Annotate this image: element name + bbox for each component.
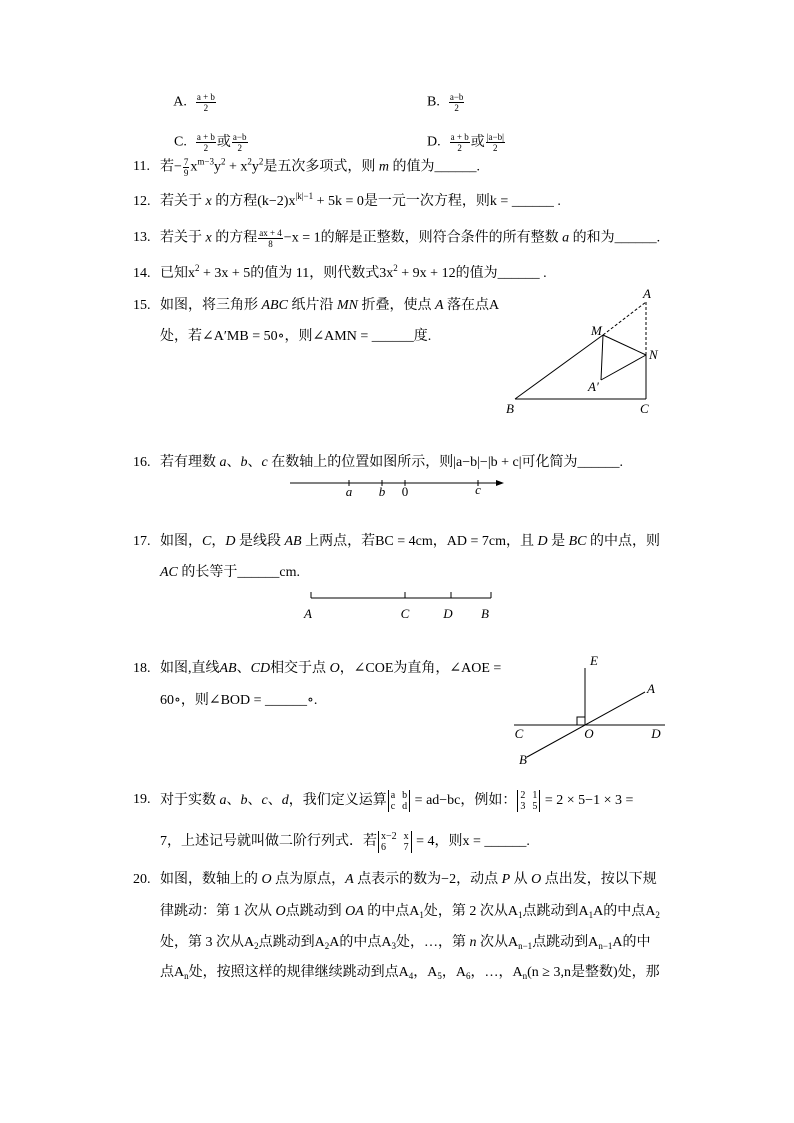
question-text-line xyxy=(160,933,651,953)
math-variable: AB xyxy=(284,534,302,549)
superscript: 2 xyxy=(393,263,398,273)
math-variable: a xyxy=(562,230,570,246)
text-run: 点跳动到 xyxy=(285,904,346,919)
question-text-line xyxy=(160,157,480,177)
text-run: = 4，则x = ______. xyxy=(412,834,530,850)
fraction-numerator: a + b xyxy=(450,132,469,142)
text-run: 如图，将三角形 xyxy=(160,298,262,313)
subscript: 2 xyxy=(655,910,660,920)
math-variable: AC xyxy=(160,565,178,580)
option-expression xyxy=(195,132,249,153)
text-run: 上两点，若BC = 4cm，AD = 7cm，且 xyxy=(301,534,538,549)
segment-m-a-prime xyxy=(601,335,603,380)
math-variable: O xyxy=(531,872,542,887)
text-run: 是 xyxy=(547,534,569,549)
math-variable: m xyxy=(378,159,390,175)
text-run: 折叠，使点 xyxy=(357,298,435,313)
point-label-a: A xyxy=(304,606,312,621)
text-run: ，我们定义运算 xyxy=(288,793,387,809)
text-run: −x = 1的解是正整数，则符合条件的所有整数 xyxy=(283,230,563,246)
fraction-numerator: |a−b| xyxy=(486,132,504,142)
fraction-denominator: 2 xyxy=(454,103,459,113)
question-text-line xyxy=(160,563,300,583)
text-run: 、 xyxy=(247,793,262,809)
subscript: 3 xyxy=(391,941,396,951)
option-expression xyxy=(449,132,506,153)
text-run: A的中 xyxy=(612,935,651,950)
text-run: 点跳动到A xyxy=(258,935,325,950)
text-run: 60∘，则∠BOD = ______∘. xyxy=(160,693,318,708)
point-label-b: B xyxy=(506,401,514,416)
text-run: = ad−bc，例如： xyxy=(411,793,517,809)
math-variable: x xyxy=(205,194,212,209)
option-letter: A. xyxy=(173,94,187,110)
question-number: 17. xyxy=(133,534,151,549)
text-run: 或 xyxy=(470,134,485,150)
point-label-d: D xyxy=(443,606,453,621)
fraction xyxy=(449,92,465,113)
question-number: 11. xyxy=(133,159,150,174)
determinant-entry: 6 xyxy=(381,842,386,853)
tick-label-b: b xyxy=(378,484,386,499)
text-run: y xyxy=(251,159,259,175)
text-run: 若关于 xyxy=(160,194,206,209)
right-angle-mark xyxy=(577,717,585,725)
option-a xyxy=(160,72,217,113)
text-run: 如图，数轴上的 xyxy=(160,872,262,887)
fraction-numerator: a + b xyxy=(196,92,215,102)
determinant-entry: c xyxy=(390,801,396,812)
option-d xyxy=(413,112,506,153)
fraction-denominator: 2 xyxy=(203,143,209,153)
determinant-entry: d xyxy=(402,801,408,812)
text-run: 纸片沿 xyxy=(287,298,337,313)
text-run: 的方程(k−2)x xyxy=(211,194,296,209)
text-run: 处，按照这样的规律继续跳动到点A xyxy=(188,965,409,980)
superscript: |k|−1 xyxy=(295,191,314,201)
question-text-line xyxy=(160,831,530,851)
subscript: n xyxy=(184,971,189,981)
fraction-denominator: 2 xyxy=(457,143,462,153)
determinant-entry: b xyxy=(402,790,408,801)
question-number: 13. xyxy=(133,230,151,245)
fraction-numerator: a + b xyxy=(196,132,215,142)
text-run: + 9x + 12的值为______ . xyxy=(397,266,547,281)
point-label-a-prime: A′ xyxy=(588,379,599,394)
fraction-numerator: ax + 4 xyxy=(259,228,282,238)
point-label-d: D xyxy=(651,726,661,741)
text-run: A的中点A xyxy=(593,904,656,919)
determinant xyxy=(388,790,410,812)
text-run: 点A xyxy=(160,965,185,980)
question-number: 15. xyxy=(133,298,151,313)
fraction xyxy=(196,132,216,153)
text-run: 的中点，则 xyxy=(586,534,660,549)
subscript: 5 xyxy=(437,971,442,981)
text-run: 处，第 3 次从A xyxy=(160,935,255,950)
determinant-entry: x−2 xyxy=(381,831,397,842)
question-text-line xyxy=(160,790,633,810)
fraction-denominator: 2 xyxy=(203,103,209,113)
determinant-entry: 2 xyxy=(520,790,526,801)
determinant-entry: x xyxy=(403,831,409,842)
determinant-entry: a xyxy=(390,790,396,801)
question-number: 14. xyxy=(133,266,151,281)
text-run: 如图， xyxy=(160,534,202,549)
math-variable: CD xyxy=(250,661,271,676)
superscript: 2 xyxy=(258,156,264,167)
question-number: 20. xyxy=(133,872,151,887)
subscript: 2 xyxy=(324,941,330,951)
text-run: 已知x xyxy=(160,266,195,281)
math-variable: O xyxy=(275,904,286,919)
text-run: 、 xyxy=(267,793,282,809)
math-variable: b xyxy=(240,455,248,470)
fraction xyxy=(232,132,248,153)
fraction-numerator: a−b xyxy=(449,92,464,102)
determinant-entry: 5 xyxy=(532,801,538,812)
math-variable: AB xyxy=(219,661,237,676)
text-run: ，∠COE为直角，∠AOE = xyxy=(339,661,502,676)
math-variable: MN xyxy=(336,298,358,313)
text-run: 点为原点， xyxy=(271,872,346,887)
subscript: 1 xyxy=(588,910,594,920)
text-run: 处，第 2 次从A xyxy=(423,904,519,919)
line-segment-figure xyxy=(300,588,500,623)
question-number: 12. xyxy=(133,194,151,209)
point-label-b: B xyxy=(481,606,489,621)
subscript: 1 xyxy=(518,910,523,920)
question-text-line xyxy=(160,192,561,212)
text-run: 对于实数 xyxy=(160,793,220,809)
text-run: 的和为______. xyxy=(569,230,661,246)
superscript: 2 xyxy=(247,156,252,167)
text-run: 是线段 xyxy=(235,534,285,549)
question-text-line xyxy=(160,296,499,316)
text-run: 落在点A xyxy=(443,298,500,313)
question-text-line xyxy=(160,870,657,890)
point-label-e: E xyxy=(590,653,598,668)
fraction xyxy=(183,157,190,178)
question-text-line xyxy=(160,902,660,922)
text-run: 若有理数 xyxy=(160,455,220,470)
superscript: m−3 xyxy=(197,156,214,167)
point-label-m: M xyxy=(591,323,602,338)
fraction xyxy=(450,132,470,153)
subscript: n xyxy=(522,971,528,981)
text-run: 、 xyxy=(247,455,262,470)
number-line-figure xyxy=(285,470,510,502)
math-variable: c xyxy=(261,455,268,470)
text-run: + 3x + 5的值为 11，则代数式3x xyxy=(199,266,394,281)
superscript: 2 xyxy=(220,156,226,167)
math-variable: O xyxy=(261,872,272,887)
subscript: 4 xyxy=(408,971,414,981)
text-run: 点跳动到A xyxy=(522,904,589,919)
math-variable: D xyxy=(225,534,236,549)
text-run: 的长等于______cm. xyxy=(177,565,300,580)
math-variable: n xyxy=(469,935,477,950)
math-variable: D xyxy=(537,534,548,549)
fraction-denominator: 2 xyxy=(493,143,498,153)
question-number: 19. xyxy=(133,792,151,807)
text-run: 相交于点 xyxy=(270,661,330,676)
text-run: x xyxy=(190,159,198,175)
math-variable: b xyxy=(240,793,248,809)
option-letter: C. xyxy=(174,134,187,150)
question-text-line xyxy=(160,228,660,248)
text-run: y xyxy=(213,159,221,175)
text-run: 若− xyxy=(160,159,182,175)
point-label-c: C xyxy=(640,401,649,416)
text-run: 、 xyxy=(226,793,241,809)
text-run: 或 xyxy=(216,134,231,150)
text-run: = 2 × 5−1 × 3 = xyxy=(541,793,634,809)
option-letter: D. xyxy=(427,134,441,150)
tick-label-a: a xyxy=(345,484,353,499)
text-run: 次从A xyxy=(476,935,519,950)
fraction-numerator: 7 xyxy=(183,157,189,167)
math-variable: A xyxy=(345,872,354,887)
determinant xyxy=(517,790,540,812)
subscript: 2 xyxy=(254,941,259,951)
math-variable: a xyxy=(219,793,227,809)
determinant-entry: 7 xyxy=(403,842,409,853)
text-run: 的方程 xyxy=(211,230,258,246)
option-letter: B. xyxy=(427,94,440,110)
text-run: ，…，A xyxy=(470,965,523,980)
text-run: ， xyxy=(211,534,226,549)
text-run: 的中点A xyxy=(363,904,420,919)
folded-triangle-figure xyxy=(500,285,670,420)
fraction-denominator: 8 xyxy=(268,239,273,249)
question-text-line xyxy=(160,691,317,711)
option-expression xyxy=(448,92,466,113)
text-run: 在数轴上的位置如图所示，则|a−b|−|b + c|可化简为______. xyxy=(267,455,624,470)
math-variable: O xyxy=(329,661,340,676)
text-run: + 5k = 0是一元一次方程，则k = ______ . xyxy=(313,194,561,209)
math-variable: C xyxy=(202,534,212,549)
point-label-a: A xyxy=(647,681,655,696)
determinant-entry: 1 xyxy=(532,790,538,801)
question-text-line xyxy=(160,963,660,983)
segment-a-prime-n xyxy=(601,355,646,380)
question-number: 16. xyxy=(133,455,151,470)
text-run: 的值为______. xyxy=(389,159,481,175)
superscript: 2 xyxy=(195,263,200,273)
fraction-denominator: 9 xyxy=(183,168,189,178)
math-variable: A xyxy=(434,298,444,313)
option-b xyxy=(413,72,465,113)
determinant xyxy=(378,831,412,853)
text-run: 7，上述记号就叫做二阶行列式．若 xyxy=(160,834,377,850)
point-label-c: C xyxy=(400,606,410,621)
fraction-numerator: a−b xyxy=(232,132,247,142)
point-label-b: B xyxy=(519,752,527,767)
fraction xyxy=(258,228,283,249)
question-text-line xyxy=(160,327,431,347)
segment-ma-dashed xyxy=(603,302,646,335)
text-run: ，A xyxy=(441,965,466,980)
subscript: 1 xyxy=(419,910,424,920)
question-text-line xyxy=(160,264,547,284)
text-run: + x xyxy=(225,159,248,175)
determinant-entry: 3 xyxy=(520,801,526,812)
point-label-n: N xyxy=(649,347,658,362)
math-variable: P xyxy=(501,872,511,887)
math-variable: d xyxy=(281,793,289,809)
text-run: 处，若∠A′MB = 50∘，则∠AMN = ______度. xyxy=(160,329,432,344)
option-c xyxy=(160,112,249,153)
math-variable: c xyxy=(261,793,268,809)
option-expression xyxy=(195,92,217,113)
subscript: n−1 xyxy=(598,941,613,951)
tick-label-c: c xyxy=(475,482,481,497)
text-run: 律跳动：第 1 次从 xyxy=(160,904,276,919)
text-run: ，A xyxy=(413,965,438,980)
subscript: 6 xyxy=(466,971,471,981)
math-variable: OA xyxy=(345,904,364,919)
question-number: 18. xyxy=(133,661,151,676)
subscript: n−1 xyxy=(518,941,533,951)
math-variable: BC xyxy=(568,534,587,549)
question-text-line xyxy=(160,659,501,679)
text-run: 点表示的数为−2，动点 xyxy=(353,872,502,887)
text-run: 从 xyxy=(510,872,532,887)
text-run: 若关于 xyxy=(160,230,206,246)
point-label-a: A xyxy=(643,286,651,301)
question-text-line xyxy=(160,532,660,552)
text-run: 点出发，按以下规 xyxy=(541,872,657,887)
text-run: 点跳动到A xyxy=(532,935,599,950)
text-run: (n ≥ 3,n是整数)处，那 xyxy=(527,965,660,980)
text-run: 处，…，第 xyxy=(395,935,470,950)
text-run: A的中点A xyxy=(329,935,392,950)
arrow-head xyxy=(496,480,504,486)
intersecting-lines-figure xyxy=(505,650,675,768)
text-run: 如图,直线 xyxy=(160,661,220,676)
fold-line-mn xyxy=(603,335,646,355)
math-variable: x xyxy=(205,230,212,246)
tick-label-zero: 0 xyxy=(401,484,409,499)
point-label-o: O xyxy=(584,726,594,741)
fraction-denominator: 2 xyxy=(237,143,242,153)
math-variable: a xyxy=(219,455,227,470)
text-run: 、 xyxy=(236,661,251,676)
fraction xyxy=(196,92,216,113)
math-variable: ABC xyxy=(261,298,288,313)
text-run: 是五次多项式，则 xyxy=(263,159,379,175)
point-label-c: C xyxy=(514,726,524,741)
fraction xyxy=(486,132,505,153)
text-run: 、 xyxy=(226,455,241,470)
